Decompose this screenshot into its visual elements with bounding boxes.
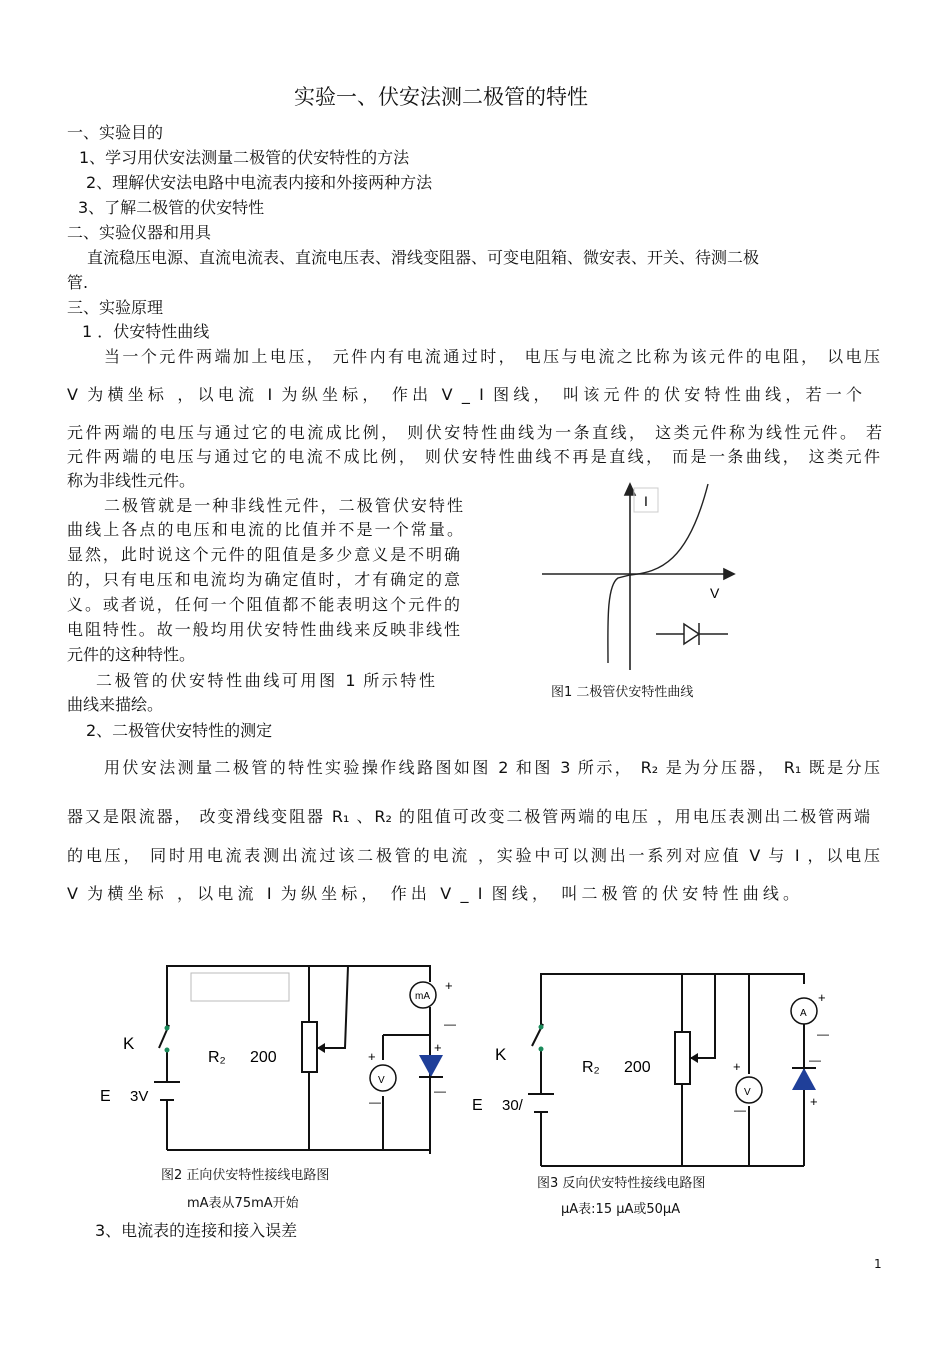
plus-sign: + xyxy=(368,1049,376,1064)
axis-label-i: I xyxy=(644,493,648,509)
paragraph-line: 用伏安法测量二极管的特性实验操作线路图如图 2 和图 3 所示， R₂ 是为分压器， R₁ 既是分压 xyxy=(104,758,880,777)
battery-icon xyxy=(528,1094,554,1112)
rheostat-icon xyxy=(675,1032,690,1084)
label-r2: R₂ xyxy=(582,1059,600,1076)
minus-sign: — xyxy=(369,1095,381,1109)
subheading: 1 ．伏安特性曲线 xyxy=(82,322,210,341)
subheading: 2、二极管伏安特性的测定 xyxy=(86,721,273,740)
paragraph-line: 曲线上各点的电压和电流的比值并不是一个常量。 xyxy=(67,520,463,539)
section-heading: 三、实验原理 xyxy=(67,298,164,317)
paragraph-line: 直流稳压电源、直流电流表、直流电压表、滑线变阻器、可变电阻箱、微安表、开关、待测二极 xyxy=(87,248,760,267)
section-heading: 二、实验仪器和用具 xyxy=(67,223,212,242)
label-k: K xyxy=(123,1034,135,1053)
section-heading: 一、实验目的 xyxy=(67,123,164,142)
figure-caption: 图2 正向伏安特性接线电路图 xyxy=(161,1168,330,1183)
switch-contact-icon xyxy=(165,1048,170,1053)
paragraph-line: 的，只有电压和电流均为确定值时，才有确定的意 xyxy=(67,570,460,589)
plus-sign: + xyxy=(810,1094,818,1109)
forward-circuit-figure xyxy=(90,958,470,1168)
paragraph-line: V 为横坐标 ，以电流 I 为纵坐标， 作出 V _ I 图线， 叫二极管的伏安特性曲线。 xyxy=(67,884,799,903)
minus-sign: — xyxy=(444,1017,456,1031)
paragraph-line: 元件两端的电压与通过它的电流成比例， 则伏安特性曲线为一条直线， 这类元件称为线性元件。 若 xyxy=(67,423,882,442)
meter-label: A xyxy=(800,1008,807,1019)
meter-label: mA xyxy=(415,991,430,1002)
label-r2: R₂ xyxy=(208,1049,226,1066)
meter-label: V xyxy=(744,1087,751,1098)
minus-sign: — xyxy=(817,1027,829,1041)
plus-sign: + xyxy=(818,990,826,1005)
figure-note: mA表从75mA开始 xyxy=(187,1196,299,1211)
paragraph-line: V 为横坐标 ，以电流 I 为纵坐标， 作出 V _ I 图线， 叫该元件的伏安特性曲线，若一个 xyxy=(67,385,862,404)
figure-note: μA表:15 μA或50μA xyxy=(561,1202,681,1217)
figure-caption: 图1 二极管伏安特性曲线 xyxy=(551,685,694,700)
paragraph-line: 义。或者说，任何一个阻值都不能表明这个元件的 xyxy=(67,595,460,614)
axis-label-v: V xyxy=(710,585,720,601)
plus-sign: + xyxy=(434,1040,442,1055)
switch-contact-icon xyxy=(539,1025,544,1030)
label-voltage: 30/ xyxy=(502,1097,523,1114)
arrow-icon xyxy=(690,1053,698,1063)
paragraph-line: 器又是限流器， 改变滑线变阻器 R₁ 、R₂ 的阻值可改变二极管两端的电压 ，用电压表测出二极管两端 xyxy=(67,807,870,826)
page-title: 实验一、伏安法测二极管的特性 xyxy=(294,85,588,109)
reverse-circuit-figure xyxy=(470,962,850,1172)
list-item: 2、理解伏安法电路中电流表内接和外接两种方法 xyxy=(86,173,433,192)
label-e: E xyxy=(472,1097,483,1114)
diode-icon xyxy=(419,1055,443,1077)
paragraph-line: 元件两端的电压与通过它的电流不成比例， 则伏安特性曲线不再是直线， 而是一条曲线， 这类元件 xyxy=(67,447,880,466)
diode-icon xyxy=(792,1068,816,1090)
label-k: K xyxy=(495,1045,507,1064)
label-voltage: 3V xyxy=(130,1088,149,1105)
iv-curve-figure xyxy=(530,478,750,678)
switch-contact-icon xyxy=(539,1047,544,1052)
label-e: E xyxy=(100,1088,111,1105)
paragraph-line: 二极管的伏安特性曲线可用图 1 所示特性 xyxy=(96,671,435,690)
paragraph-line: 显然，此时说这个元件的阻值是多少意义是不明确 xyxy=(67,545,460,564)
rheostat-icon xyxy=(302,1022,317,1072)
figure-caption: 图3 反向伏安特性接线电路图 xyxy=(537,1176,706,1191)
paragraph-line: 当一个元件两端加上电压， 元件内有电流通过时， 电压与电流之比称为该元件的电阻， 以电压 xyxy=(104,347,880,366)
plus-sign: + xyxy=(445,978,453,993)
list-item: 3、了解二极管的伏安特性 xyxy=(78,198,265,217)
label-box xyxy=(191,973,289,1001)
label-resistance: 200 xyxy=(250,1049,277,1066)
minus-sign: — xyxy=(734,1103,746,1117)
paragraph-line: 二极管就是一种非线性元件，二极管伏安特性 xyxy=(104,496,463,515)
list-item: 1、学习用伏安法测量二极管的伏安特性的方法 xyxy=(79,148,410,167)
battery-icon xyxy=(154,1082,180,1100)
arrow-icon xyxy=(724,569,734,579)
diode-symbol-icon xyxy=(656,623,728,645)
label-resistance: 200 xyxy=(624,1059,651,1076)
paragraph-line: 元件的这种特性。 xyxy=(67,645,196,664)
arrow-icon xyxy=(317,1043,325,1053)
paragraph-line: 称为非线性元件。 xyxy=(67,471,196,490)
switch-contact-icon xyxy=(165,1026,170,1031)
paragraph-line: 管. xyxy=(67,273,89,292)
meter-label: V xyxy=(378,1075,385,1086)
plus-sign: + xyxy=(733,1059,741,1074)
subheading: 3、电流表的连接和接入误差 xyxy=(95,1221,298,1240)
minus-sign: — xyxy=(434,1084,446,1098)
paragraph-line: 的电压， 同时用电流表测出流过该二极管的电流 ，实验中可以测出一系列对应值 V 与 I ，以电压 xyxy=(67,846,880,865)
page-number: 1 xyxy=(874,1257,882,1271)
paragraph-line: 电阻特性。故一般均用伏安特性曲线来反映非线性 xyxy=(67,620,460,639)
paragraph-line: 曲线来描绘。 xyxy=(67,695,164,714)
minus-sign: — xyxy=(809,1053,821,1067)
